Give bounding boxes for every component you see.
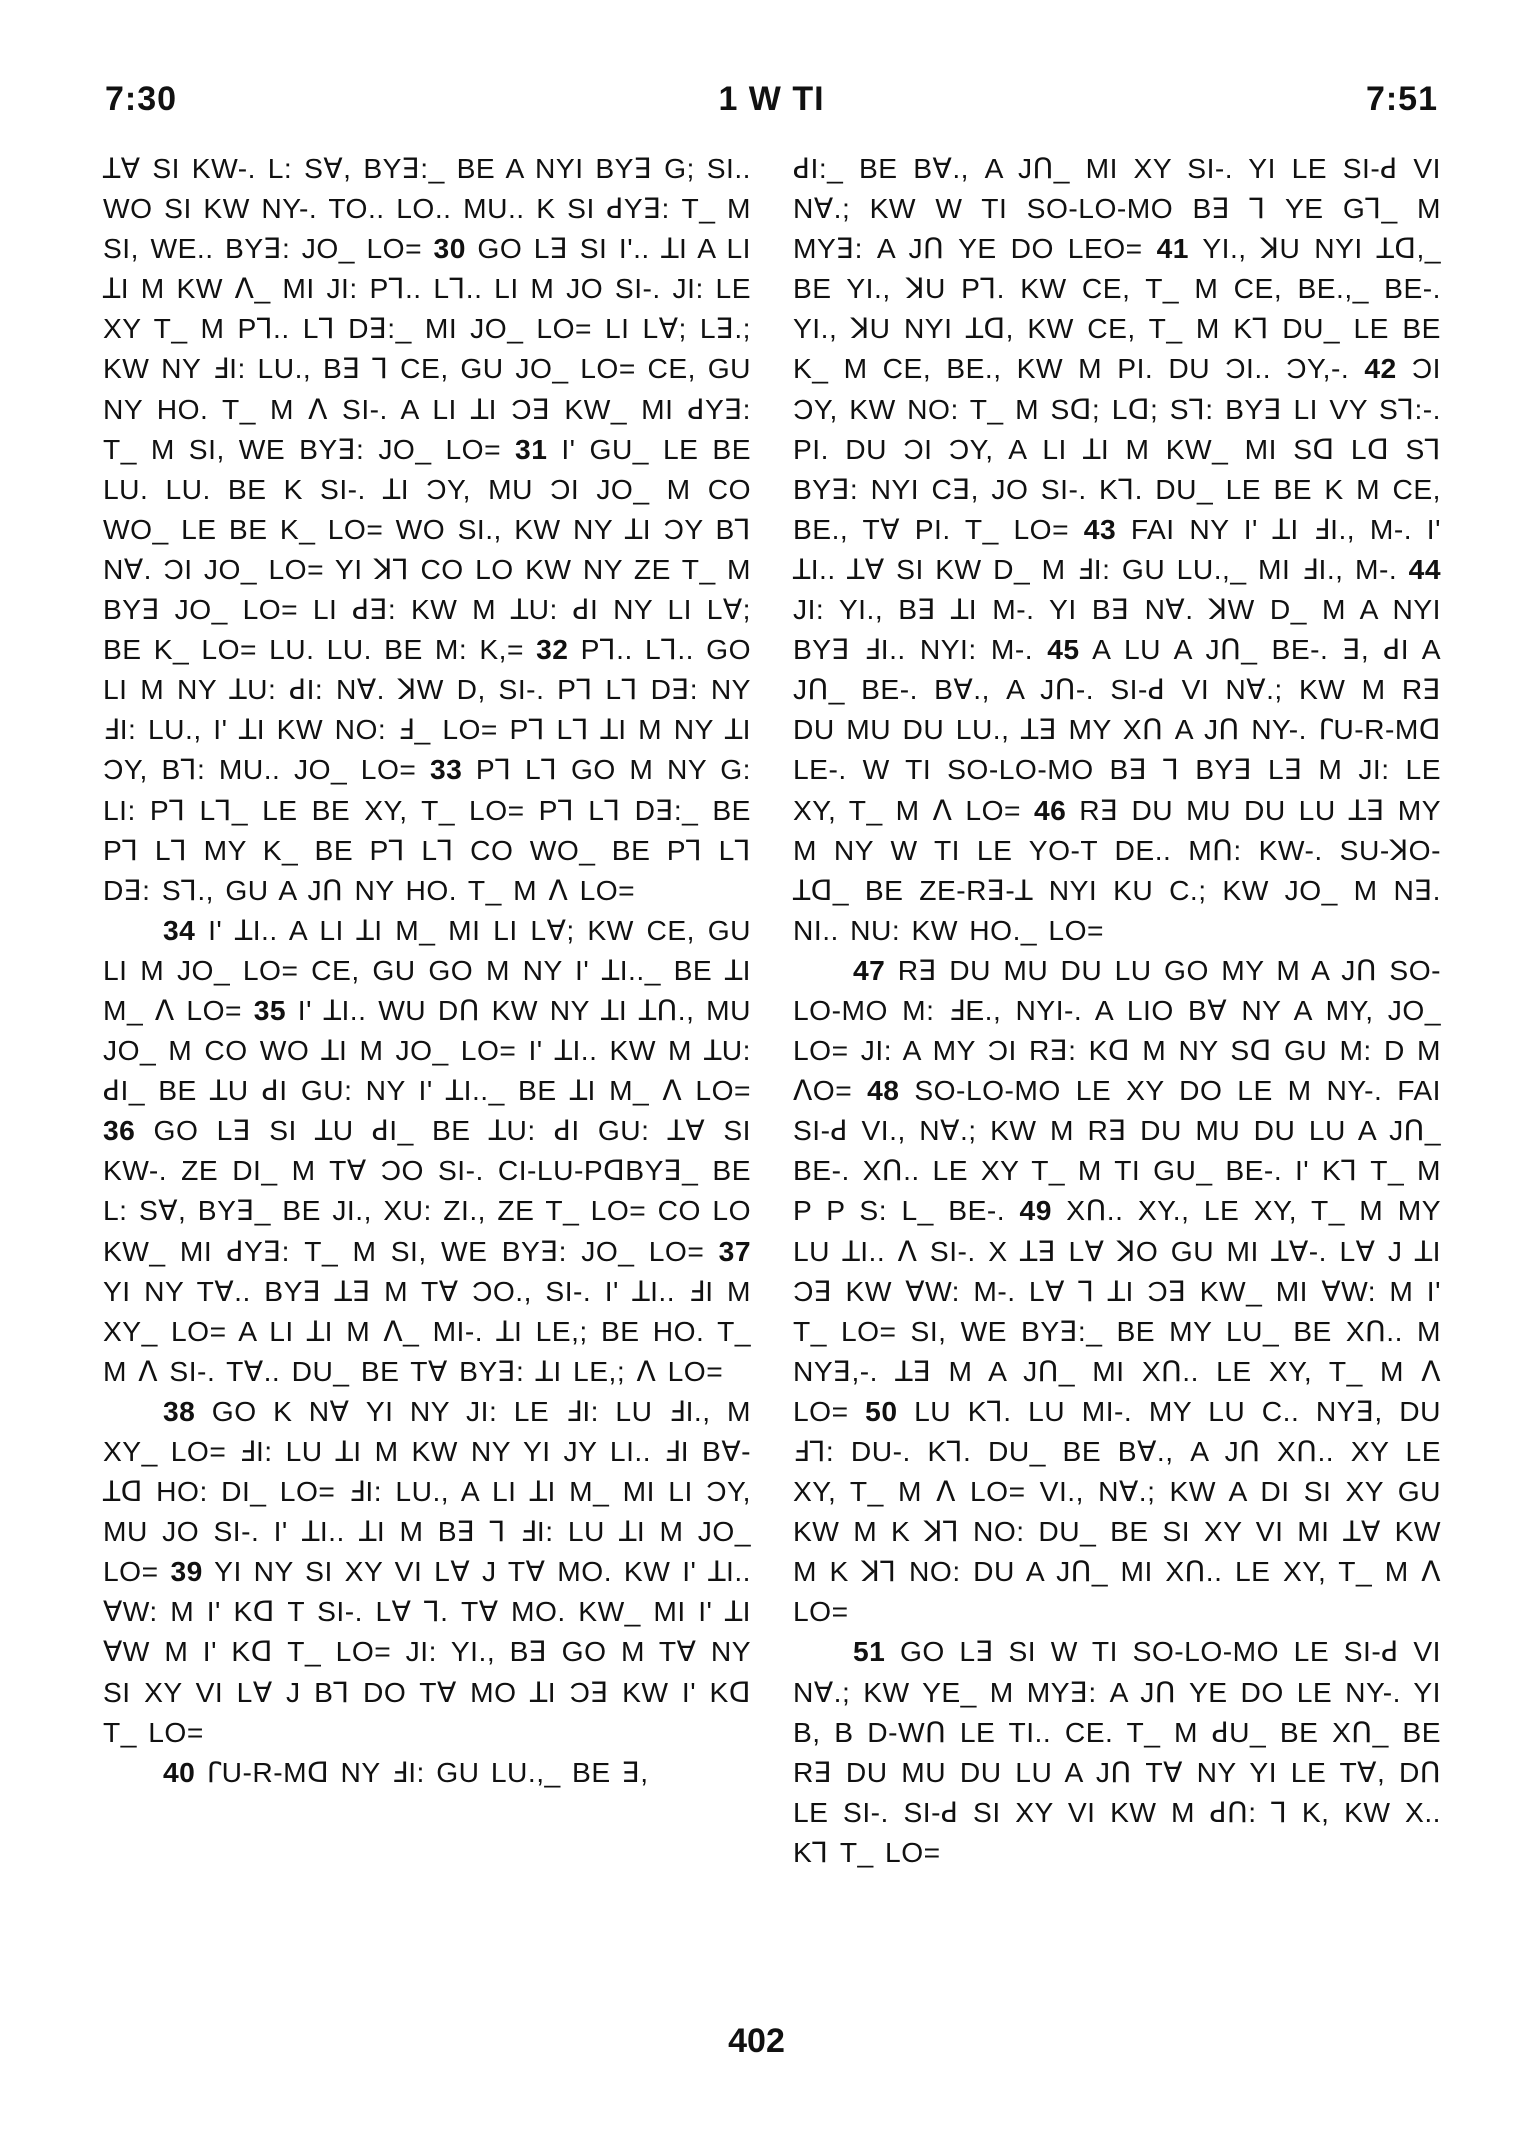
text-paragraph <box>793 148 1441 950</box>
verse-text: A LU A Jꓵ_ BE-. ꓱ, ꓒI A Jꓵ_ BE-. Bꓯ., A Jꓵ-. SI-ꓒ VI Nꓯ.; KW M Rꓱ DU MU DU LU., ꓕꓱ MY Xꓵ A Jꓵ NY-. ꓩU-R-Mꓷ LE-. W TI SO-LO-MO Bꓱ ꓶ BYꓱ Lꓱ M JI: LE XY, T_ M ꓥ LO= <box>793 633 1441 826</box>
text-paragraph <box>793 950 1441 1632</box>
verse-text: YI., ꓘU NYI ꓕꓷ,_ BE YI., ꓘU Pꓶ. KW CE, T_ M CE, BE.,_ BE-. YI., ꓘU NYI ꓕꓷ, KW CE, T_ M Kꓶ DU_ LE BE K_ M CE, BE., KW M PI. DU ƆI.. ƆY,-. <box>793 232 1441 385</box>
verse-number: 51 <box>853 1635 886 1668</box>
header-book-title: 1 W TI <box>718 80 825 118</box>
verse-number: 43 <box>1083 512 1117 545</box>
verse-number: 35 <box>253 993 287 1026</box>
verse-number: 37 <box>718 1234 751 1267</box>
verse-text: GO Lꓱ SI W TI SO-LO-MO LE SI-ꓒ VI Nꓯ.; KW YE_ M MYꓱ: A Jꓵ YE DO LE NY-. YI B, B D-Wꓵ LE TI.. CE. T_ M ꓒU_ BE Xꓵ_ BE Rꓱ DU MU DU LU A Jꓵ Tꓯ NY YI LE Tꓯ, Dꓵ LE SI-. SI-ꓒ SI XY VI KW M ꓒꓵ: ꓶ K, KW X.. Kꓶ T_ LO= <box>793 1635 1441 1868</box>
right-text-column <box>793 148 1441 1872</box>
header-first-verse-ref: 7:30 <box>105 80 178 118</box>
verse-number: 39 <box>170 1555 203 1588</box>
verse-number: 41 <box>1156 232 1189 265</box>
verse-number: 33 <box>429 753 463 786</box>
verse-text: ƆI ƆY, KW NO: T_ M Sꓷ; Lꓷ; Sꓶ: BYꓱ LI VY Sꓶ:-. PI. DU ƆI ƆY, A LI ꓕI M KW_ MI Sꓷ Lꓷ Sꓶ BYꓱ: NYI Cꓱ, JO SI-. Kꓶ. DU_ LE BE K M CE, BE., Tꓯ PI. T_ LO= <box>793 352 1441 545</box>
verse-number: 50 <box>865 1394 898 1427</box>
verse-number: 42 <box>1364 352 1397 385</box>
left-text-column <box>103 148 751 1792</box>
text-paragraph <box>793 1631 1441 1872</box>
verse-text: SO-LO-MO LE XY DO LE M NY-. FAI SI-ꓒ VI., Nꓯ.; KW M Rꓱ DU MU DU LU A Jꓵ_ BE-. Xꓵ.. LE XY T_ M TI GU_ BE-. I' Kꓶ T_ M P P S: L_ BE-. <box>793 1074 1441 1227</box>
verse-number: 30 <box>433 232 466 265</box>
verse-text: I' GU_ LE BE LU. LU. BE K SI-. ꓕI ƆY, MU ƆI JO_ M CO WO_ LE BE K_ LO= WO SI., KW NY ꓕI ƆY Bꓶ Nꓯ. ƆI JO_ LO= YI ꓘꓶ CO LO KW NY ZE T_ M BYꓱ JO_ LO= LI ꓒꓱ: KW M ꓕU: ꓒI NY LI Lꓯ; BE K_ LO= LU. LU. BE M: K,= <box>103 432 751 666</box>
verse-text: ꓩU-R-Mꓷ NY ꓞI: GU LU.,_ BE ꓱ, <box>195 1755 649 1788</box>
verse-text: YI NY SI XY VI Lꓯ J Tꓯ MO. KW I' ꓕI.. ꓯW: M I' Kꓷ T SI-. Lꓯ ꓶ. Tꓯ MO. KW_ MI I' ꓕI ꓯW M I' Kꓷ T_ LO= JI: YI., Bꓱ GO M Tꓯ NY SI XY VI Lꓯ J Bꓶ DO Tꓯ MO ꓕI Ɔꓱ KW I' Kꓷ T_ LO= <box>103 1555 751 1748</box>
text-paragraph <box>103 1391 751 1752</box>
verse-text: LU Kꓶ. LU MI-. MY LU C.. NYꓱ, DU ꓞꓶ: DU-. Kꓶ. DU_ BE Bꓯ., A Jꓵ Xꓵ.. XY LE XY, T_ M ꓥ LO= VI., Nꓯ.; KW A DI SI XY GU KW M K ꓘꓶ NO: DU_ BE SI XY VI MI ꓕꓯ KW M K ꓘꓶ NO: DU A Jꓵ_ MI Xꓵ.. LE XY, T_ M ꓥ LO= <box>793 1394 1441 1628</box>
verse-number: 34 <box>163 913 196 946</box>
text-paragraph <box>103 148 751 910</box>
verse-text: Rꓱ DU MU DU LU GO MY M A Jꓵ SO-LO-MO M: ꓞE., NYI-. A LIO Bꓯ NY A MY, JO_ LO= JI: A MY ƆI Rꓱ: Kꓷ M NY Sꓷ GU M: D M ꓥO= <box>793 953 1441 1107</box>
text-paragraph <box>103 910 751 1391</box>
running-header <box>105 80 1438 126</box>
text-paragraph <box>103 1752 751 1792</box>
verse-text: Xꓵ.. XY., LE XY, T_ M MY LU ꓕI.. ꓥ SI-. X ꓕꓱ Lꓯ ꓘO GU MI ꓕꓯ-. Lꓯ J ꓕI Ɔꓱ KW ꓯW: M-. Lꓯ ꓶ ꓕI Ɔꓱ KW_ MI ꓯW: M I' T_ LO= SI, WE BYꓱ:_ BE MY LU_ BE Xꓵ.. M NYꓱ,-. ꓕꓱ M A Jꓵ_ MI Xꓵ.. LE XY, T_ M ꓥ LO= <box>793 1194 1441 1427</box>
verse-number: 40 <box>163 1755 196 1788</box>
verse-text: Pꓶ.. Lꓶ.. GO LI M NY ꓕU: ꓒI: Nꓯ. ꓘW D, SI-. Pꓶ Lꓶ Dꓱ: NY ꓞI: LU., I' ꓕI KW NO: ꓞ_ LO= Pꓶ Lꓶ ꓕI M NY ꓕI ƆY, Bꓶ: MU.. JO_ LO= <box>103 633 751 786</box>
verse-text: GO K Nꓯ YI NY JI: LE ꓞI: LU ꓞI., M XY_ LO= ꓞI: LU ꓕI M KW NY YI JY LI.. ꓞI Bꓯ-ꓕꓷ HO: DI_ LO= ꓞI: LU., A LI ꓕI M_ MI LI ƆY, MU JO SI-. I' ꓕI.. ꓕI M Bꓱ ꓶ ꓞI: LU ꓕI M JO_ LO= <box>103 1394 751 1588</box>
verse-text: GO Lꓱ SI I'.. ꓕI A LI ꓕI M KW ꓥ_ MI JI: Pꓶ.. Lꓶ.. LI M JO SI-. JI: LE XY T_ M Pꓶ.. Lꓶ Dꓱ:_ MI JO_ LO= LI Lꓯ; Lꓱ.; KW NY ꓞI: LU., Bꓱ ꓶ CE, GU JO_ LO= CE, GU NY HO. T_ M ꓥ SI-. A LI ꓕI Ɔꓱ KW_ MI ꓒYꓱ: T_ M SI, WE BYꓱ: JO_ LO= <box>103 232 751 465</box>
verse-number: 36 <box>103 1114 136 1147</box>
verse-text: GO Lꓱ SI ꓕU ꓒI_ BE ꓕU: ꓒI GU: ꓕꓯ SI KW-. ZE DI_ M Tꓯ ƆO SI-. CI-LU-PꓷBYꓱ_ BE L: Sꓯ, BYꓱ_ BE JI., XU: ZI., ZE T_ LO= CO LO KW_ MI ꓒYꓱ: T_ M SI, WE BYꓱ: JO_ LO= <box>103 1114 751 1267</box>
verse-text: JI: YI., Bꓱ ꓕI M-. YI Bꓱ Nꓯ. ꓘW D_ M A NYI BYꓱ ꓞI.. NYI: M-. <box>793 593 1441 666</box>
verse-text: I' ꓕI.. WU Dꓵ KW NY ꓕI ꓕꓵ., MU JO_ M CO WO ꓕI M JO_ LO= I' ꓕI.. KW M ꓕU: ꓒI_ BE ꓕU ꓒI GU: NY I' ꓕI.._ BE ꓕI M_ ꓥ LO= <box>103 993 752 1107</box>
verse-text: FAI NY I' ꓕI ꓞI., M-. I' ꓕI.. ꓕꓯ SI KW D_ M ꓞI: GU LU.,_ MI ꓞI., M-. <box>793 512 1441 585</box>
verse-text: ꓕꓯ SI KW-. L: Sꓯ, BYꓱ:_ BE A NYI BYꓱ G; SI.. WO SI KW NY-. TO.. LO.. MU.. K SI ꓒYꓱ: T_ M SI, WE.. BYꓱ: JO_ LO= <box>103 152 751 265</box>
page-number: 402 <box>728 2022 785 2060</box>
verse-number: 38 <box>163 1394 196 1427</box>
verse-text: Rꓱ DU MU DU LU ꓕꓱ MY M NY W TI LE YO-T DE.. Mꓵ: KW-. SU-ꓘO-ꓕꓷ_ BE ZE-Rꓱ-ꓕ NYI KU C.; KW JO_ M Nꓱ. NI.. NU: KW HO._ LO= <box>793 793 1441 946</box>
verse-number: 46 <box>1033 793 1067 826</box>
verse-text: YI NY Tꓯ.. BYꓱ ꓕꓱ M Tꓯ ƆO., SI-. I' ꓕI.. ꓞI M XY_ LO= A LI ꓕI M ꓥ_ MI-. ꓕI LE,; BE HO. T_ M ꓥ SI-. Tꓯ.. DU_ BE Tꓯ BYꓱ: ꓕI LE,; ꓥ LO= <box>103 1274 751 1387</box>
verse-text: Pꓶ Lꓶ GO M NY G: LI: Pꓶ Lꓶ_ LE BE XY, T_ LO= Pꓶ Lꓶ Dꓱ:_ BE Pꓶ Lꓶ MY K_ BE Pꓶ Lꓶ CO WO_ BE Pꓶ Lꓶ Dꓱ: Sꓶ., GU A Jꓵ NY HO. T_ M ꓥ LO= <box>103 753 751 906</box>
verse-number: 32 <box>536 633 569 666</box>
verse-number: 44 <box>1408 552 1441 585</box>
verse-number: 47 <box>853 953 886 986</box>
verse-number: 31 <box>515 432 548 465</box>
header-last-verse-ref: 7:51 <box>1365 80 1438 118</box>
verse-text: ꓒI:_ BE Bꓯ., A Jꓵ_ MI XY SI-. YI LE SI-ꓒ VI Nꓯ.; KW W TI SO-LO-MO Bꓱ ꓶ YE Gꓶ_ M MYꓱ: A Jꓵ YE DO LEO= <box>793 152 1441 265</box>
verse-number: 45 <box>1047 633 1080 666</box>
verse-text: I' ꓕI.. A LI ꓕI M_ MI LI Lꓯ; KW CE, GU LI M JO_ LO= CE, GU GO M NY I' ꓕI.._ BE ꓕI M_ ꓥ LO= <box>103 913 751 1026</box>
verse-number: 48 <box>867 1074 900 1107</box>
verse-number: 49 <box>1019 1194 1052 1227</box>
